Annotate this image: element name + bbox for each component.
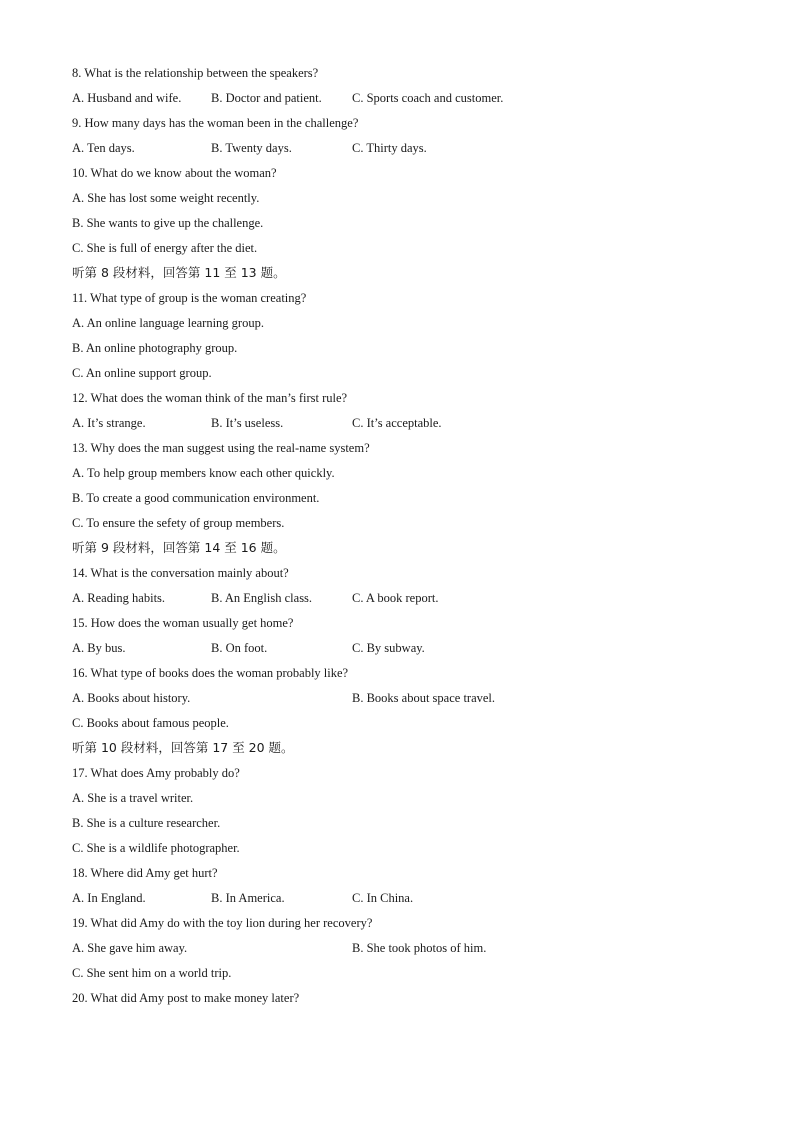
question-text: 9. How many days has the woman been in the challenge? [72,116,359,130]
answer-option: C. It’s acceptable. [352,416,442,430]
answer-option: C. Thirty days. [352,141,427,155]
answer-option: B. In America. [211,891,285,905]
question-text: 20. What did Amy post to make money later? [72,991,300,1005]
answer-option: A. Reading habits. [72,591,166,605]
question-text: 17. What does Amy probably do? [72,766,240,780]
question-text: 12. What does the woman think of the man’s first rule? [72,391,348,405]
question-text: 10. What do we know about the woman? [72,166,277,180]
question-text: 15. How does the woman usually get home? [72,616,294,630]
answer-options-row [72,139,732,164]
answer-option: A. She has lost some weight recently. [72,191,260,205]
section-heading: 听第 8 段材料，回答第 11 至 13 题。 [72,265,286,280]
section-heading: 听第 9 段材料，回答第 14 至 16 题。 [72,540,286,555]
answer-option: A. Ten days. [72,141,135,155]
answer-option: B. She wants to give up the challenge. [72,216,264,230]
answer-option: C. She is full of energy after the diet. [72,241,258,255]
answer-option: B. It’s useless. [211,416,284,430]
section-heading: 听第 10 段材料，回答第 17 至 20 题。 [72,740,294,755]
answer-option: C. She sent him on a world trip. [72,966,232,980]
answer-option: B. An English class. [211,591,313,605]
answer-option: C. A book report. [352,591,439,605]
answer-option: B. An online photography group. [72,341,238,355]
answer-options-row [72,889,732,914]
answer-options-row [72,939,732,964]
question-text: 18. Where did Amy get hurt? [72,866,218,880]
answer-option: C. An online support group. [72,366,212,380]
answer-option: B. On foot. [211,641,268,655]
answer-option: B. To create a good communication environment. [72,491,320,505]
answer-option: B. Twenty days. [211,141,292,155]
answer-options-row [72,689,732,714]
answer-option: A. To help group members know each other quickly. [72,466,335,480]
answer-options-row [72,89,732,114]
question-text: 13. Why does the man suggest using the real-name system? [72,441,370,455]
answer-option: A. An online language learning group. [72,316,264,330]
answer-option: A. Husband and wife. [72,91,182,105]
answer-option: A. She gave him away. [72,941,188,955]
question-text: 14. What is the conversation mainly about? [72,566,289,580]
answer-option: B. Doctor and patient. [211,91,322,105]
answer-option: C. By subway. [352,641,425,655]
answer-option: B. Books about space travel. [352,691,496,705]
question-text: 16. What type of books does the woman probably like? [72,666,349,680]
answer-option: B. She is a culture researcher. [72,816,221,830]
answer-option: C. In China. [352,891,414,905]
answer-option: A. Books about history. [72,691,191,705]
answer-options-row [72,639,732,664]
answer-option: C. To ensure the sefety of group members. [72,516,285,530]
answer-option: A. It’s strange. [72,416,146,430]
answer-option: A. In England. [72,891,146,905]
answer-options-row [72,414,732,439]
answer-option: A. She is a travel writer. [72,791,194,805]
exam-page [72,64,732,1014]
question-text: 19. What did Amy do with the toy lion during her recovery? [72,916,373,930]
question-text: 8. What is the relationship between the speakers? [72,66,319,80]
question-text: 11. What type of group is the woman creating? [72,291,307,305]
answer-option: C. Sports coach and customer. [352,91,504,105]
answer-option: C. She is a wildlife photographer. [72,841,240,855]
answer-options-row [72,589,732,614]
answer-option: A. By bus. [72,641,126,655]
answer-option: C. Books about famous people. [72,716,229,730]
answer-option: B. She took photos of him. [352,941,487,955]
